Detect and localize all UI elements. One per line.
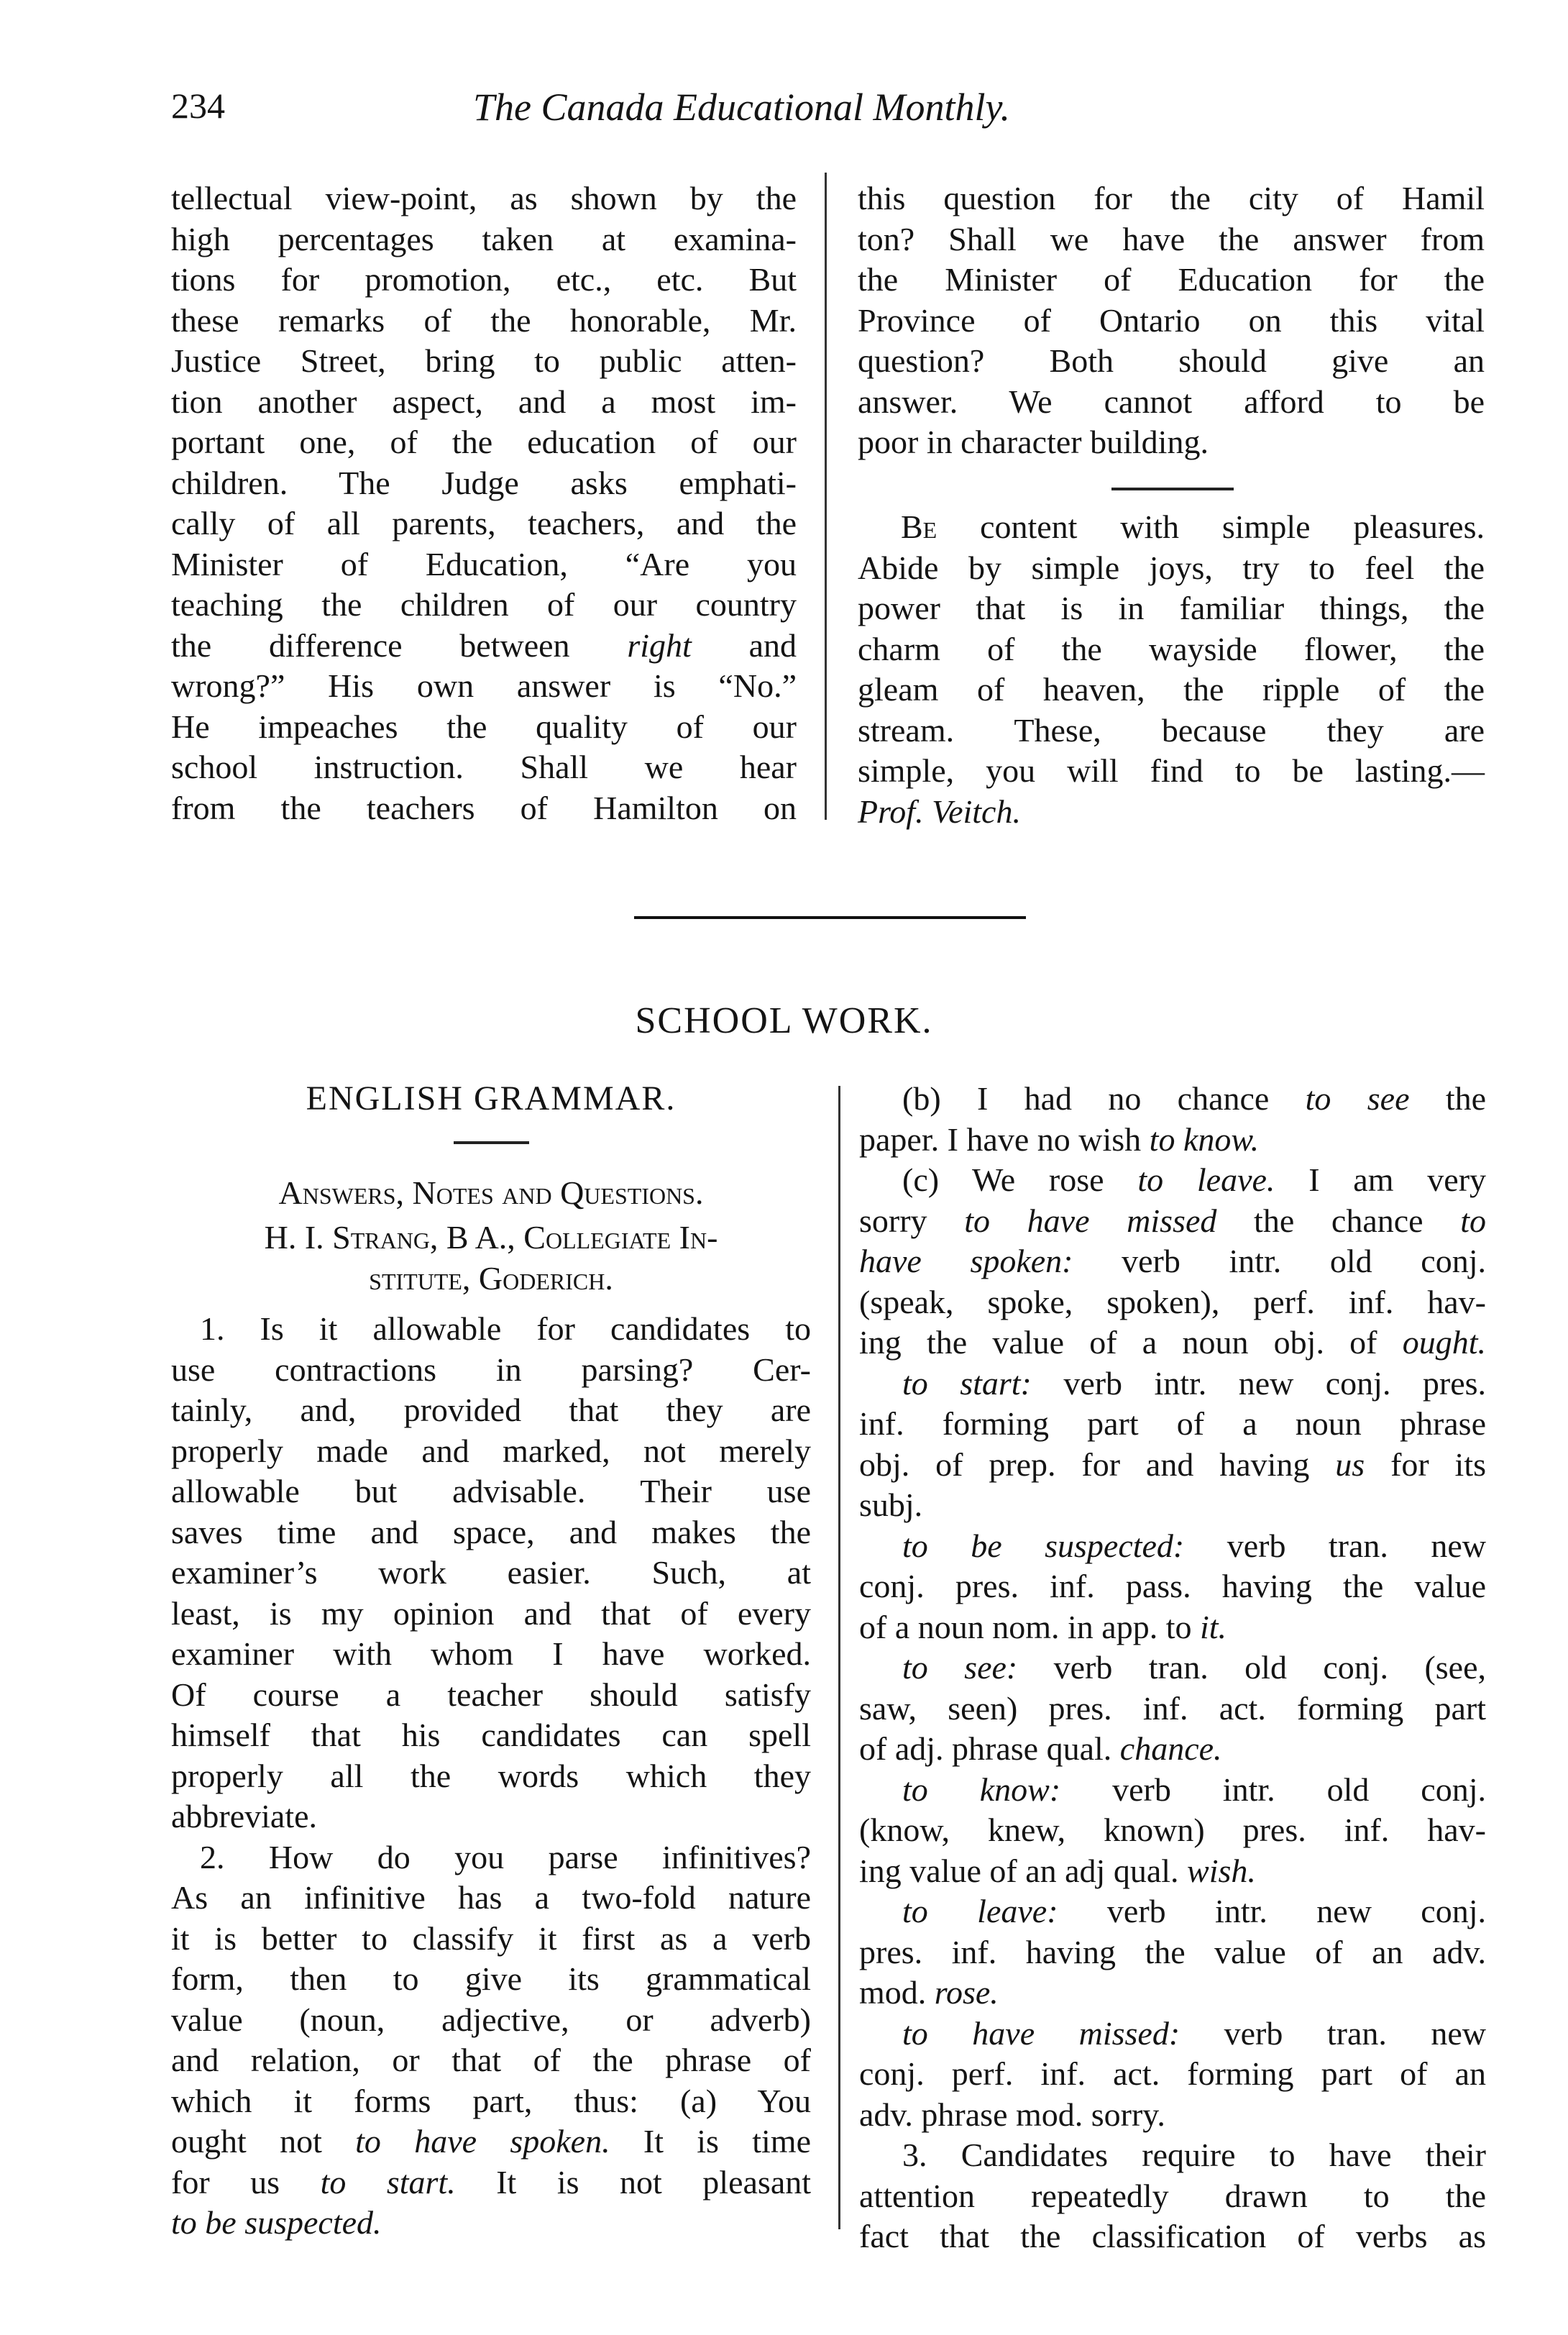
text-line [859,1891,1486,1932]
text-line: He impeaches the quality of our [171,708,797,745]
text-fragment: verb intr. new conj. pres. [1063,1364,1487,1402]
italic-phrase: to start. [320,2163,456,2201]
text-line: Minister of Education, “Are you [171,545,797,582]
article-subheading: Answers, Notes and Questions. [278,1174,704,1211]
italic-phrase: have spoken: [859,1243,1073,1279]
text-fragment: sorry [859,1202,927,1239]
text-fragment: of adj. phrase qual. [859,1730,1112,1767]
text-fragment: paper. I have no wish [859,1120,1142,1158]
text-fragment: the difference between [171,626,570,664]
text-line: Abide by simple joys, try to feel the [858,549,1485,586]
text-fragment: verb tran. new [1227,1527,1486,1564]
text-fragment: of a noun nom. in app. to [859,1608,1192,1645]
page-header [171,85,1501,150]
italic-phrase: to have missed: [902,2014,1180,2052]
italic-phrase: to be suspected. [171,2204,382,2241]
short-rule [1111,488,1234,490]
text-fragment: verb intr. new conj. [1106,1893,1486,1929]
italic-phrase: to leave. [1137,1161,1275,1198]
text-line: tainly, and, provided that they are [171,1392,811,1428]
text-line: saves time and space, and makes the [171,1513,811,1550]
italic-phrase: to see [1305,1080,1410,1117]
text-line [859,1607,1486,1648]
italic-phrase: to know. [1149,1120,1260,1158]
text-line: cally of all parents, teachers, and the [171,505,797,542]
text-line: wrong?” His own answer is “No.” [171,667,797,704]
text-line [171,626,797,667]
text-line: examiner’s work easier. Such, at [171,1554,811,1591]
italic-phrase: to start: [902,1364,1032,1402]
text-fragment: verb tran. new [1224,2014,1487,2052]
text-line [859,1445,1486,1486]
text-fragment: for its [1390,1445,1487,1483]
text-line [859,1120,1486,1161]
text-line: it is better to classify it first as a verb [171,1919,811,1957]
text-line [859,1201,1486,1242]
text-line: high percentages taken at examina- [171,220,797,257]
text-fragment: It is time [643,2123,812,2160]
text-fragment: ought not [171,2123,322,2160]
quote-first-word: Be [901,508,937,545]
text-line [859,2014,1486,2055]
text-line: tellectual view-point, as shown by the [171,180,797,216]
text-fragment: and [748,626,797,664]
text-line [859,1973,1486,2014]
bottom-right-column [859,1079,1486,2257]
text-fragment: I am very [1308,1161,1487,1198]
italic-phrase: to have spoken. [355,2123,610,2160]
text-line: power that is in familiar things, the [858,590,1485,626]
text-line: pres. inf. having the value of an adv. [859,1933,1486,1970]
text-line: school instruction. Shall we hear [171,749,797,785]
page-number: 234 [171,86,225,126]
text-line: and relation, or that of the phrase of [171,2042,811,2078]
text-line: children. The Judge asks emphati- [171,464,797,501]
text-line: Justice Street, bring to public atten- [171,342,797,379]
text-line: this question for the city of Hamil [858,180,1485,216]
text-line: simple, you will find to be lasting.— [858,752,1485,789]
text-line: conj. pres. inf. pass. having the value [859,1568,1486,1604]
text-line [858,507,1485,548]
text-line: portant one, of the education of our [171,424,797,460]
text-line: abbreviate. [171,1798,318,1834]
text-line [859,1322,1486,1363]
text-line: Of course a teacher should satisfy [171,1676,811,1713]
author-line: H. I. Strang, B A., Collegiate In- [264,1219,718,1256]
text-line: form, then to give its grammatical [171,1960,811,1997]
text-line [859,1526,1486,1567]
text-line: 3. Candidates require to have their [902,2137,1486,2173]
text-line: (speak, spoke, spoken), perf. inf. hav- [859,1283,1486,1320]
text-line [859,1241,1486,1282]
text-line: stream. These, because they are [858,711,1485,749]
text-line [859,1363,1486,1404]
text-line [859,1160,1486,1201]
author-line: stitute, Goderich. [369,1259,613,1297]
text-fragment: mod. [859,1974,927,2011]
text-line: properly all the words which they [171,1757,811,1794]
italic-phrase: to [1460,1202,1487,1239]
text-line: use contractions in parsing? Cer- [171,1351,811,1388]
bottom-left-column [171,1079,811,2244]
italic-phrase: rose. [934,1974,999,2011]
column-divider [825,173,827,820]
section-rule [634,916,1026,919]
text-line: subj. [859,1486,923,1523]
text-fragment: ing value of an adj qual. [859,1852,1179,1889]
text-fragment: (c) We rose [902,1161,1104,1198]
italic-phrase: ought. [1402,1324,1486,1361]
text-line: ton? Shall we have the answer from [858,220,1485,257]
quote-author: Prof. Veitch. [858,792,1021,830]
text-line [859,1851,1486,1892]
heading-rule [454,1141,529,1144]
italic-word: right [627,626,692,664]
text-line [171,2162,811,2203]
text-line: (know, knew, known) pres. inf. hav- [859,1811,1486,1848]
text-line [171,2121,811,2162]
article-heading: ENGLISH GRAMMAR. [306,1079,677,1118]
italic-phrase: chance. [1119,1730,1222,1767]
text-line: value (noun, adjective, or adverb) [171,2001,811,2038]
text-fragment: It is not pleasant [496,2163,812,2201]
section-title: SCHOOL WORK. [635,1000,933,1041]
top-left-column [171,178,797,828]
text-line: As an infinitive has a two-fold nature [171,1879,811,1916]
italic-phrase: us [1335,1445,1365,1483]
top-right-column [858,178,1485,463]
text-line: charm of the wayside flower, the [858,630,1485,667]
text-fragment: obj. of prep. for and having [859,1445,1310,1483]
italic-phrase: it. [1200,1608,1227,1645]
italic-phrase: to see: [902,1649,1018,1686]
text-fragment: verb intr. old conj. [1112,1770,1487,1808]
text-line: attention repeatedly drawn to the [859,2177,1486,2214]
text-line: examiner with whom I have worked. [171,1635,811,1672]
italic-phrase: to know: [902,1770,1061,1808]
italic-phrase: wish. [1187,1852,1256,1889]
text-line [859,1648,1486,1689]
text-line: poor in character building. [858,424,1209,460]
running-head: The Canada Educational Monthly. [473,86,1010,129]
italic-phrase: to be suspected: [902,1527,1185,1564]
text-fragment: content with simple pleasures. [980,508,1485,545]
text-fragment: the [1445,1080,1487,1117]
text-line: allowable but advisable. Their use [171,1473,811,1509]
text-line: tions for promotion, etc., etc. But [171,261,797,298]
text-line: tion another aspect, and a most im- [171,383,797,420]
text-line: inf. forming part of a noun phrase [859,1405,1486,1442]
text-line [859,1729,1486,1770]
text-line: least, is my opinion and that of every [171,1594,811,1632]
text-line [859,1770,1486,1811]
column-divider [838,1086,840,2229]
text-line: these remarks of the honorable, Mr. [171,301,797,339]
text-fragment: the chance [1254,1202,1423,1239]
text-fragment: verb intr. old conj. [1122,1243,1486,1279]
text-line: properly made and marked, not merely [171,1432,811,1469]
text-line: which it forms part, thus: (a) You [171,2082,811,2119]
text-line: teaching the children of our country [171,586,797,623]
text-line: himself that his candidates can spell [171,1717,811,1753]
text-line: saw, seen) pres. inf. act. forming part [859,1689,1486,1727]
text-fragment: verb tran. old conj. (see, [1053,1649,1486,1686]
text-line: from the teachers of Hamilton on [171,789,797,826]
text-line: answer. We cannot afford to be [858,383,1485,420]
text-fragment: for us [171,2163,280,2201]
text-line: conj. perf. inf. act. forming part of an [859,2055,1486,2092]
text-line: Province of Ontario on this vital [858,301,1485,339]
text-line: 2. How do you parse infinitives? [200,1838,811,1875]
text-line: the Minister of Education for the [858,261,1485,298]
italic-phrase: to have missed [964,1202,1217,1239]
text-line [859,1079,1486,1120]
text-line: adv. phrase mod. sorry. [859,2096,1165,2133]
text-line: fact that the classification of verbs as [859,2218,1486,2254]
italic-phrase: to leave: [902,1893,1058,1929]
text-line: question? Both should give an [858,342,1485,379]
text-line: 1. Is it allowable for candidates to [200,1310,811,1347]
quote-block [858,507,1485,832]
text-fragment: ing the value of a noun obj. of [859,1324,1377,1361]
text-fragment: (b) I had no chance [902,1080,1270,1117]
text-line: gleam of heaven, the ripple of the [858,671,1485,708]
